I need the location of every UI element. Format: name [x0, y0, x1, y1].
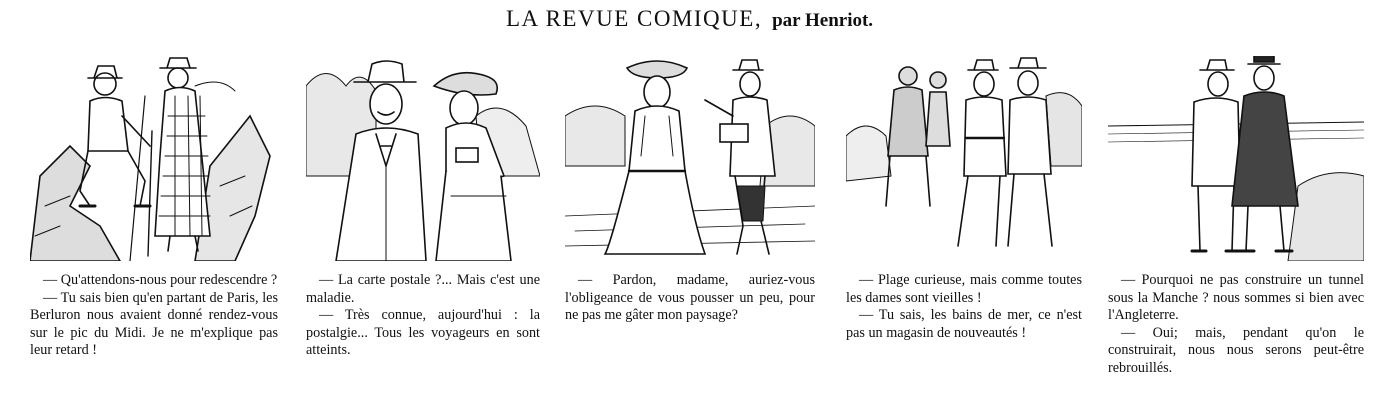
panel-1-caption [30, 272, 278, 360]
caption-line: — Plage curieuse, mais comme toutes les dames sont vieilles ! [846, 272, 1082, 306]
panel-5-caption [1108, 272, 1364, 378]
caption-line: — Oui; mais, pendant qu'on le construirait, nous nous serons peut-être rebrouillés. [1108, 324, 1364, 376]
panel-1-illustration [30, 56, 278, 261]
page-title: LA REVUE COMIQUE, [505, 6, 763, 31]
page-header [0, 6, 1379, 32]
panel-2-caption [306, 272, 540, 360]
caption-line: — Tu sais, les bains de mer, ce n'est pas un magasin de nouveautés ! [846, 307, 1082, 341]
comic-panel-3 [565, 56, 815, 398]
caption-line: — La carte postale ?... Mais c'est une maladie. [306, 272, 540, 306]
caption-line: — Pardon, madame, auriez-vous l'obligeance de vous pousser un peu, pour ne pas me gâter mon paysage? [565, 272, 815, 324]
caption-line: — Pourquoi ne pas construire un tunnel sous la Manche ? nous sommes si bien avec l'Angleterre. [1108, 272, 1364, 324]
comic-panel-5 [1108, 56, 1364, 398]
panel-4-illustration [846, 56, 1082, 261]
caption-line: — Très connue, aujourd'hui : la postalgie... Tous les voyageurs en sont atteints. [306, 307, 540, 359]
comic-panel-4 [846, 56, 1082, 398]
author-byline: par Henriot. [772, 10, 874, 31]
panel-3-caption [565, 272, 815, 325]
caption-line: — Tu sais bien qu'en partant de Paris, les Berluron nous avaient donné rendez-vous sur le pic du Midi. Je ne m'explique pas leur retard ! [30, 289, 278, 359]
panel-4-caption [846, 272, 1082, 342]
panel-2-illustration [306, 56, 540, 261]
caption-line: — Qu'attendons-nous pour redescendre ? [43, 272, 278, 288]
comic-panel-2 [306, 56, 540, 398]
comic-panel-1 [30, 56, 278, 398]
panel-5-illustration [1108, 56, 1364, 261]
panel-3-illustration [565, 56, 815, 261]
